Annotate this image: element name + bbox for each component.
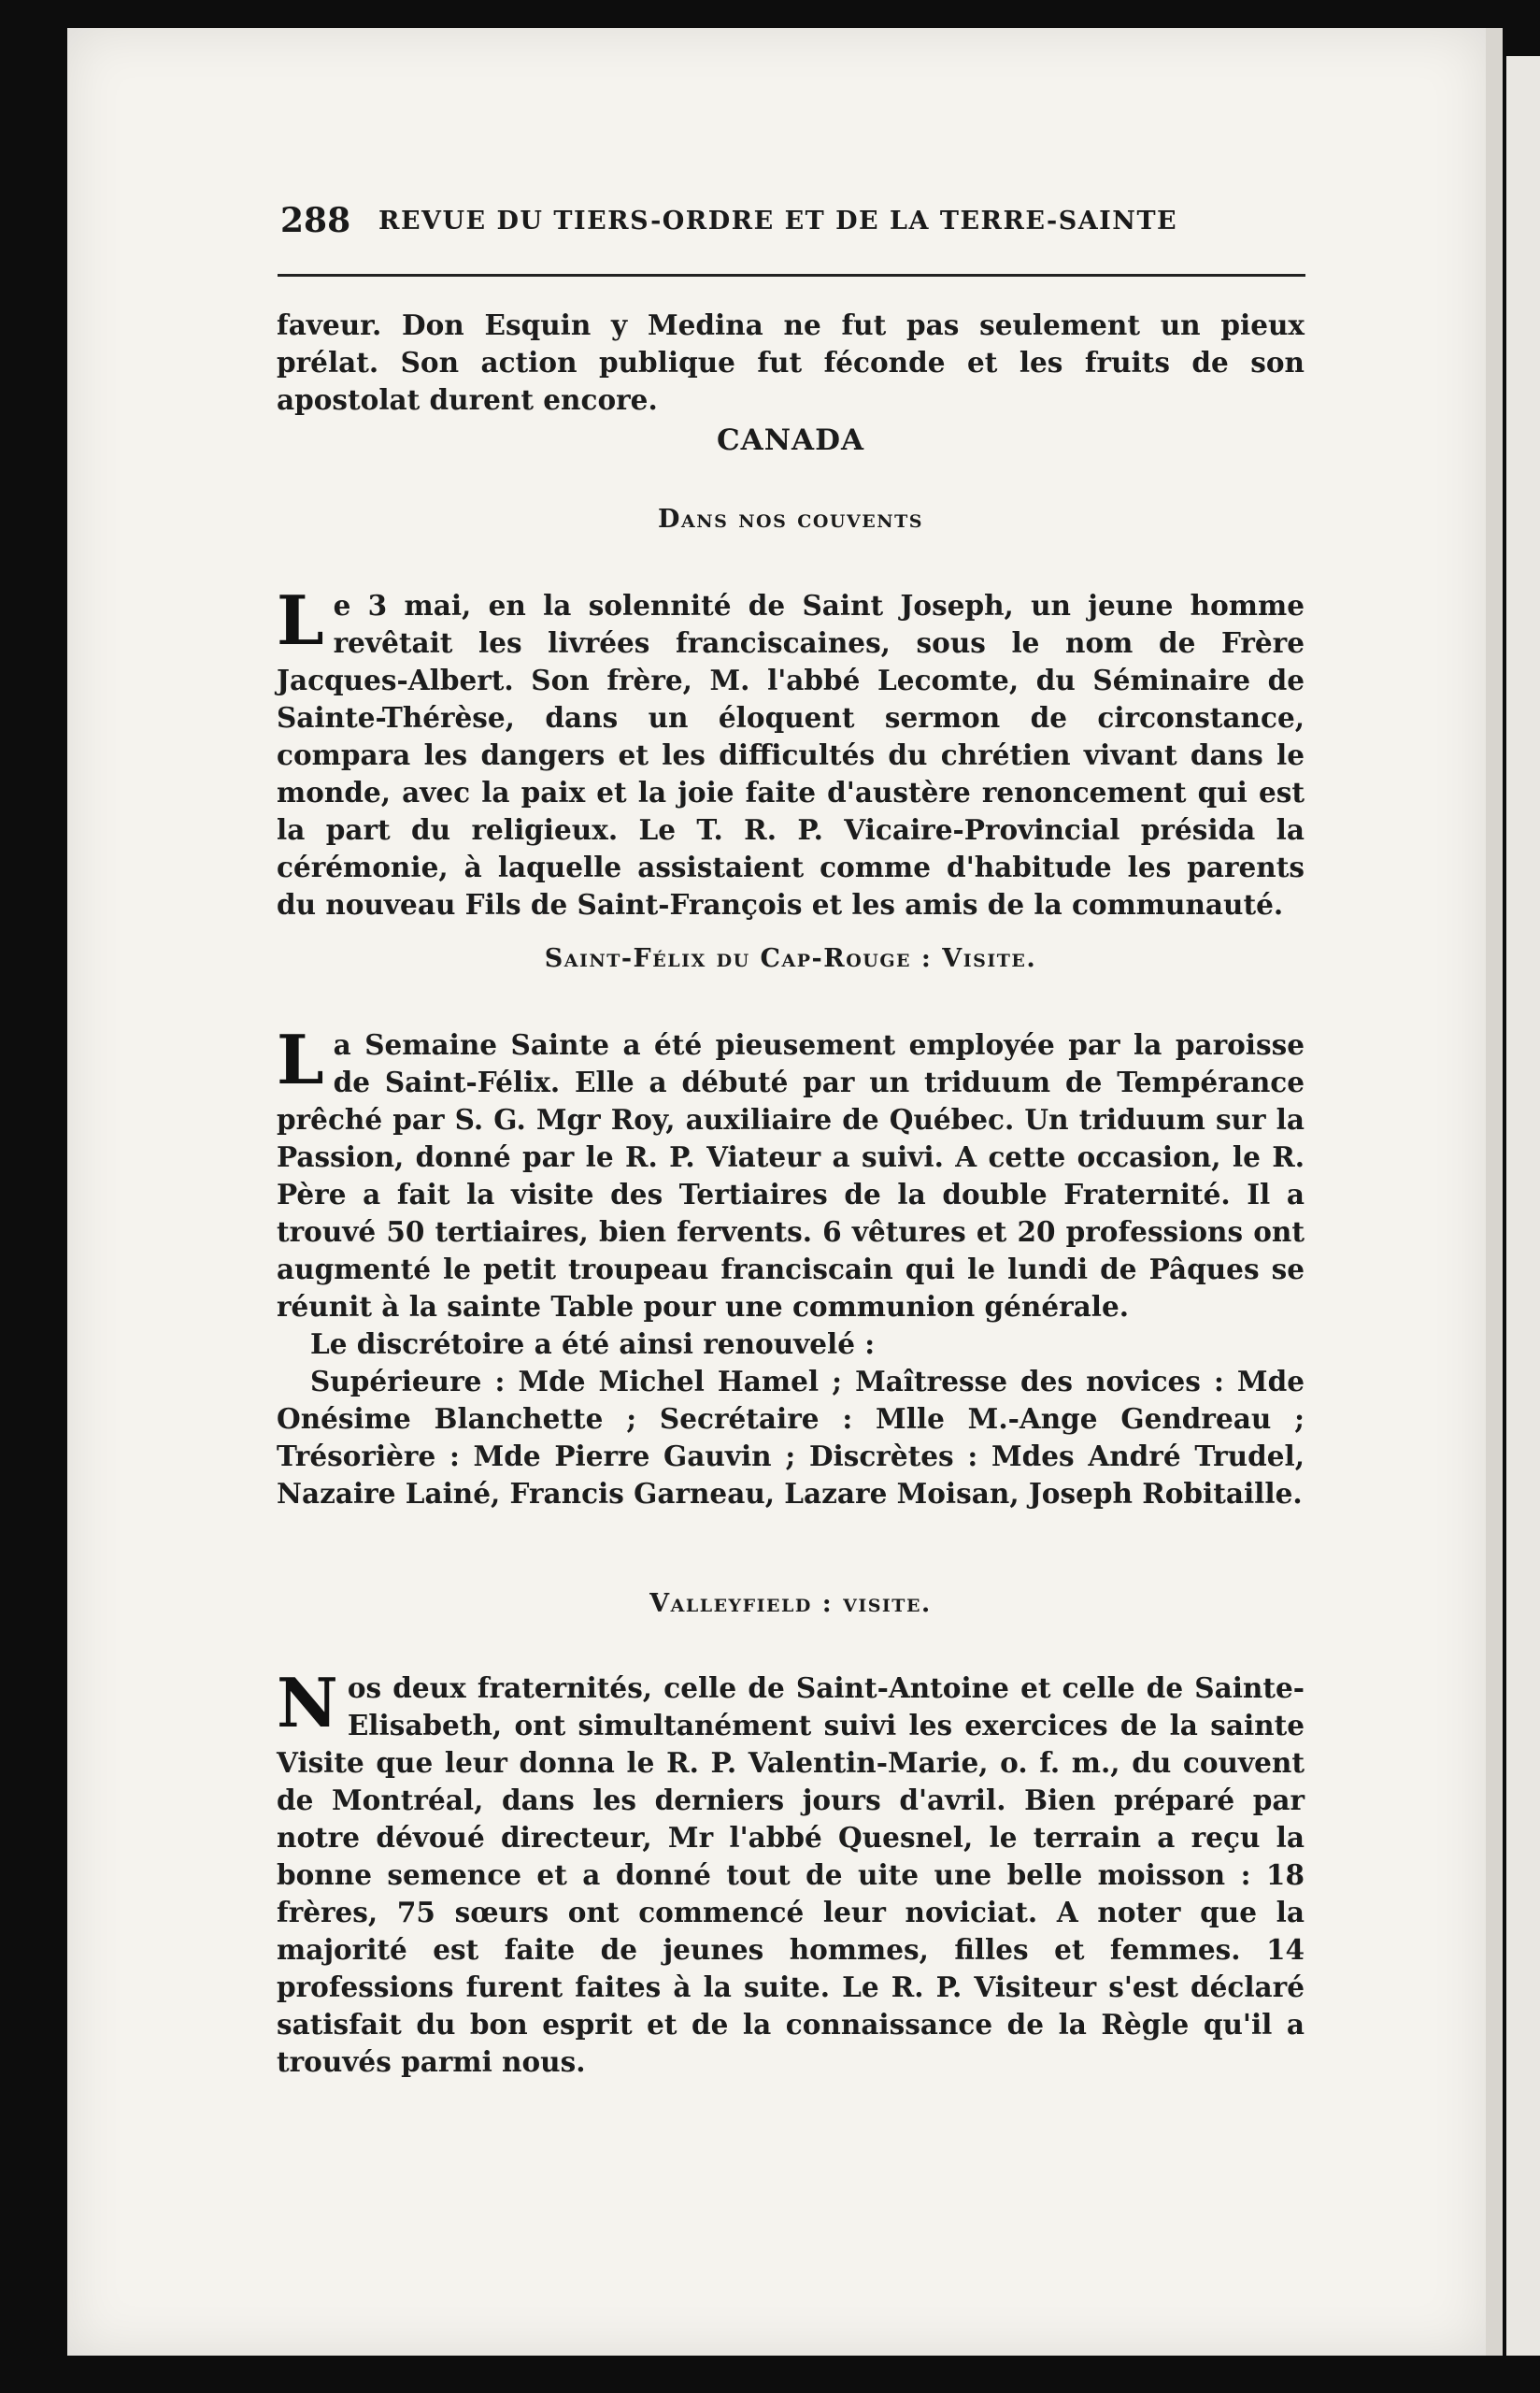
paragraph-text: e 3 mai, en la solennité de Saint Joseph, un jeune homme revêtait les livrées franciscaines, sous le nom de Frère Jacques-Albert. Son frère, M. l'abbé Lecomte, du Séminaire de Sainte-Thérèse, dans un éloquent sermon de circonstance, compara les dangers et les difficultés du chrétien vivant dans le monde, avec la paix et la joie faite d'austère renoncement qui est la part du religieux. Le T. R. P. Vicaire-Provincial présida la cérémonie, à laquelle assistaient comme d'habitude les parents du nouveau Fils de Saint-François et les amis de la communauté.: [277, 589, 1305, 921]
paragraph: Supérieure : Mde Michel Hamel ; Maîtresse des novices : Mde Onésime Blanchette ; Secrétaire : Mlle M.-Ange Gendreau ; Trésorière : Mde Pierre Gauvin ; Discrètes : Mdes André Trudel, Nazaire Lainé, Francis Garneau, Lazare Moisan, Joseph Robitaille.: [277, 1365, 1305, 1510]
intro-text: faveur. Don Esquin y Medina ne fut pas seulement un pieux prélat. Son action publique fut féconde et les fruits de son apostolat durent encore.: [277, 308, 1305, 416]
dropcap: L: [277, 1020, 324, 1099]
paragraph: [277, 580, 1305, 924]
section-body-valleyfield: [277, 1663, 1305, 2081]
paragraph: [277, 1663, 1305, 2081]
page-edge: [1486, 28, 1503, 2356]
page-number: 288: [280, 201, 351, 240]
page-header: [280, 201, 1310, 257]
paragraph-text: a Semaine Sainte a été pieusement employée par la paroisse de Saint-Félix. Elle a débuté par un triduum de Tempérance prêché par S. G. Mgr Roy, auxiliaire de Québec. Un triduum sur la Passion, donné par le R. P. Viateur a suivi. A cette occasion, le R. Père a fait la visite des Tertiaires de la double Fraternité. Il a trouvé 50 tertiaires, bien fervents. 6 vêtures et 20 professions ont augmenté le petit troupeau franciscain qui le lundi de Pâques se réunit à la sainte Table pour une communion générale.: [277, 1028, 1305, 1323]
section-title: CANADA: [716, 423, 865, 457]
paragraph: Le discrétoire a été ainsi renouvelé :: [310, 1327, 876, 1360]
section-body-couvents: [277, 580, 1305, 924]
section-body-saint-felix: [277, 1020, 1305, 1512]
running-title: REVUE DU TIERS-ORDRE ET DE LA TERRE-SAINTE: [378, 207, 1178, 236]
facing-page-edge: [1506, 56, 1540, 2356]
paragraph-text: os deux fraternités, celle de Saint-Antoine et celle de Sainte-Elisabeth, ont simultanément suivi les exercices de la sainte Visite que leur donna le R. P. Valentin-Marie, o. f. m., du couvent de Montréal, dans les derniers jours d'avril. Bien préparé par notre dévoué directeur, Mr l'abbé Quesnel, le terrain a reçu la bonne semence et a donné tout de uite une belle moisson : 18 frères, 75 sœurs ont commencé leur noviciat. A noter que la majorité est faite de jeunes hommes, filles et femmes. 14 professions furent faites à la suite. Le R. P. Visiteur s'est déclaré satisfait du bon esprit et de la connaissance de la Règle qu'il a trouvés parmi nous.: [277, 1671, 1305, 2078]
intro-paragraph: [277, 307, 1305, 419]
section-heading-saint-felix: Saint-Félix du Cap-Rouge : Visite.: [544, 944, 1037, 973]
dropcap: N: [277, 1663, 338, 1742]
dropcap: L: [277, 580, 324, 660]
paragraph: [277, 1020, 1305, 1325]
section-heading-valleyfield: Valleyfield : visite.: [649, 1589, 932, 1618]
header-rule: [278, 274, 1305, 277]
section-heading-couvents: Dans nos couvents: [658, 505, 923, 534]
